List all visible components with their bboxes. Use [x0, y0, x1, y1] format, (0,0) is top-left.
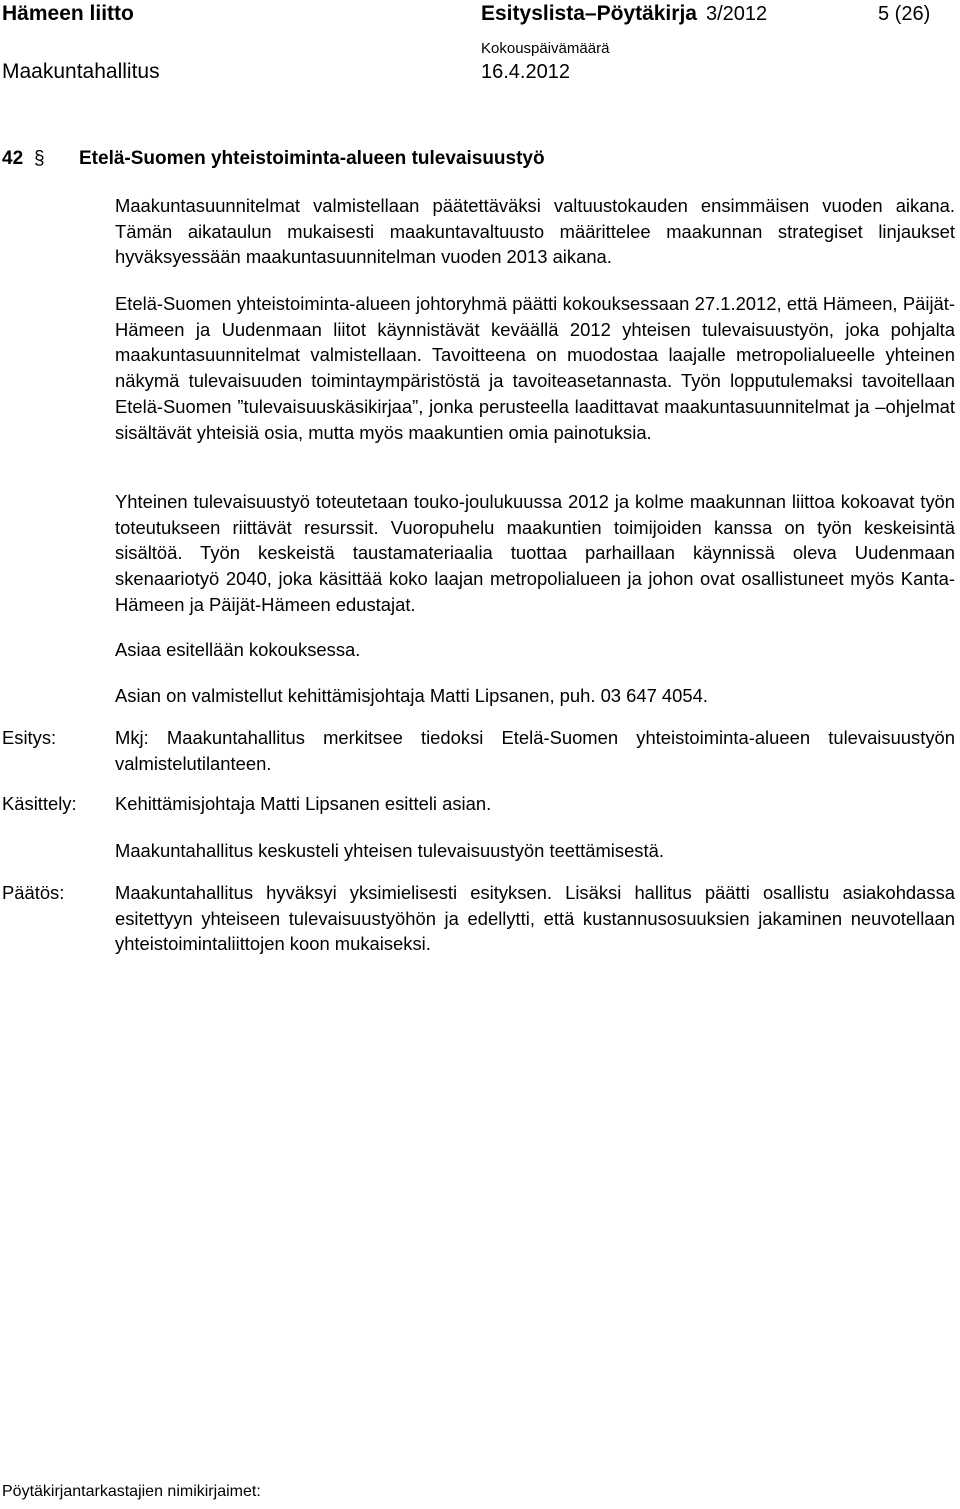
governing-body: Maakuntahallitus [2, 60, 160, 83]
paragraph-preparer: Asian on valmistellut kehittämisjohtaja Matti Lipsanen, puh. 03 647 4054. [115, 685, 708, 706]
kasittely-label: Käsittely: [2, 793, 77, 814]
section-sign: § [34, 148, 45, 169]
paatos-label: Päätös: [2, 882, 65, 903]
kasittely-text-2: Maakuntahallitus keskusteli yhteisen tulevaisuustyön teettämisestä. [115, 840, 664, 861]
page-number: 5 (26) [878, 3, 931, 25]
section-number: 42 [2, 148, 24, 169]
esitys-text: Mkj: Maakuntahallitus merkitsee tiedoksi Etelä-Suomen yhteistoiminta-alueen tulevaisuustyön valmistelutilanteen. [115, 727, 955, 774]
paatos-text: Maakuntahallitus hyväksyi yksimielisesti esityksen. Lisäksi hallitus päätti osallistu asiakohdassa esitettyyn yhteiseen tulevaisuustyöhön ja edellytti, että kustannusosuuksien jakaminen neuvotellaan yhteistoimintaliittojen koon mukaiseksi. [115, 882, 955, 955]
paragraph-presentation: Asiaa esitellään kokouksessa. [115, 639, 361, 660]
esitys-label: Esitys: [2, 727, 57, 748]
paragraph-schedule: Maakuntasuunnitelmat valmistellaan päätettäväksi valtuustokauden ensimmäisen vuoden aikana. Tämän aikataulun mukaisesti maakuntavaltuusto määrittelee maakunnan strategiset linjaukset hyväksyessään maakuntasuunnitelman vuoden 2013 aikana. [115, 195, 955, 268]
meeting-number: 3/2012 [706, 3, 768, 25]
page-header [0, 0, 960, 100]
paragraph-implementation: Yhteinen tulevaisuustyö toteutetaan touko-joulukuussa 2012 ja kolme maakunnan liittoa kokoavat työn toteutukseen riittävät resurssit. Vuoropuhelu maakuntien toimijoiden kanssa on työn keskeisintä sisältöä. Työn keskeistä taustamateriaalia tuottaa parhaillaan käynnissä oleva Uudenmaan skenaariotyö 2040, joka käsittää koko laajan metropolialueen ja johon ovat osallistuneet myös Kanta-Hämeen ja Päijät-Hämeen edustajat. [115, 491, 955, 615]
section-title: Etelä-Suomen yhteistoiminta-alueen tulevaisuustyö [79, 148, 545, 169]
document-type: Esityslista–Pöytäkirja [481, 2, 697, 25]
organization-name: Hämeen liitto [2, 2, 134, 25]
paragraph-decision-background: Etelä-Suomen yhteistoiminta-alueen johtoryhmä päätti kokouksessaan 27.1.2012, että Hämeen, Päijät-Hämeen ja Uudenmaan liitot käynnistävät keväällä 2012 yhteisen tulevaisuustyön, joka pohjalta maakuntasuunnitelmat valmistellaan. Tavoitteena on muodostaa laajalle metropolialueelle yhteinen näkymä tulevaisuuden toimintaympäristöstä ja tavoiteasetannasta. Työn lopputulemaksi tavoitellaan Etelä-Suomen ”tulevaisuuskäsikirjaa”, jonka perusteella laadittavat maakuntasuunnitelmat ja –ohjelmat sisältävät yhteisiä osia, mutta myös maakuntien omia painotuksia. [115, 293, 955, 443]
date-label: Kokouspäivämäärä [481, 40, 610, 57]
inspectors-initials-label: Pöytäkirjantarkastajien nimikirjaimet: [2, 1483, 261, 1500]
kasittely-text-1: Kehittämisjohtaja Matti Lipsanen esitteli asian. [115, 793, 492, 814]
meeting-date: 16.4.2012 [481, 61, 570, 83]
